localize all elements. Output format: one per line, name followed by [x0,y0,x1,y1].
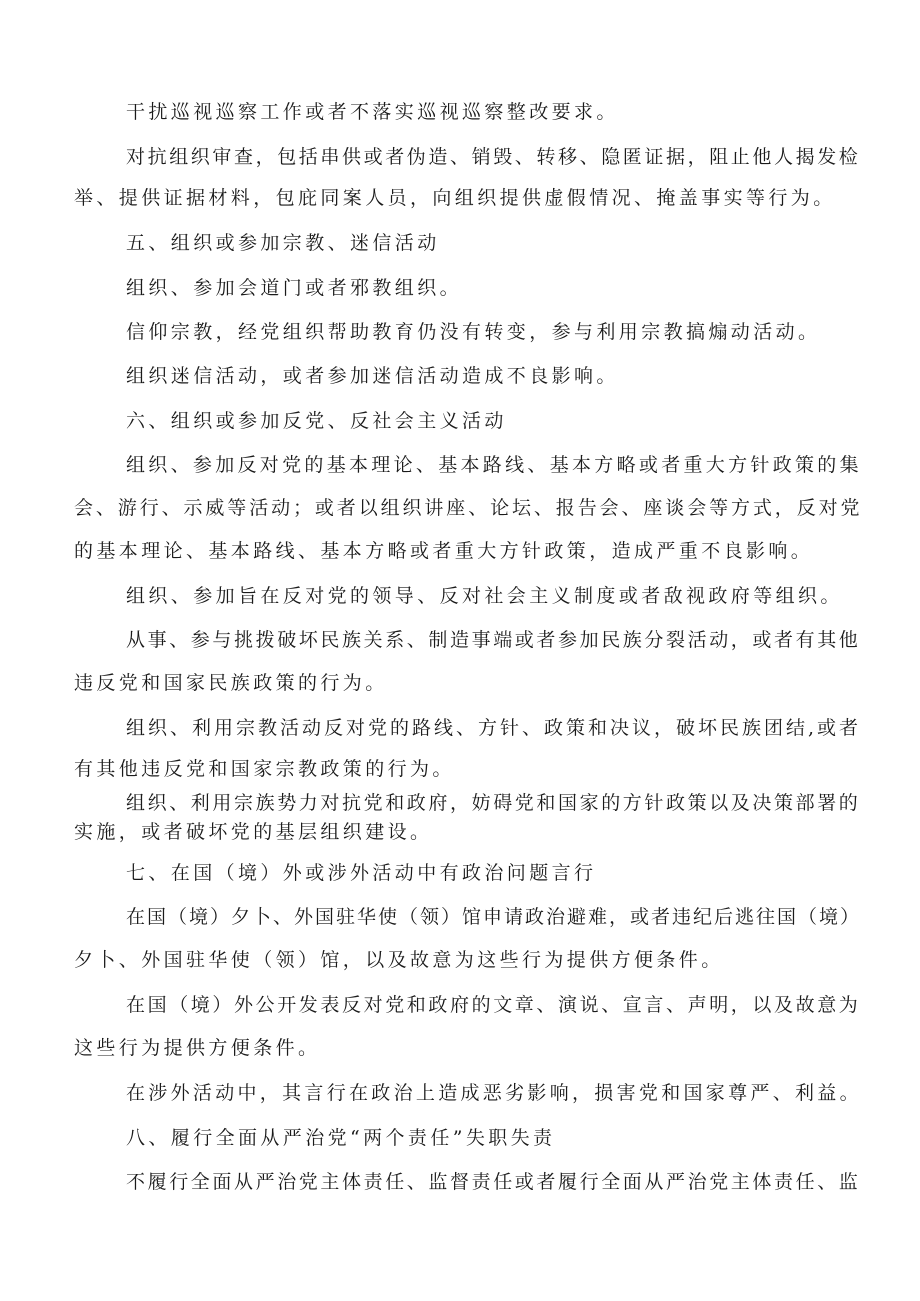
text-line: 在国（境）夕卜、外国驻华使（领）馆申请政治避难，或者违纪后逃往国（境） [126,906,862,928]
text-line: 信仰宗教，经党组织帮助教育仍没有转变，参与利用宗教搞煽动活动。 [126,321,821,343]
section-heading: 五、组织或参加宗教、迷信活动 [126,232,440,254]
section-heading: 六、组织或参加反党、反社会主义活动 [126,410,507,432]
text-line: 的基本理论、基本路线、基本方略或者重大方针政策，造成严重不良影响。 [74,540,814,562]
text-line: 实施，或者破坏党的基层组织建设。 [74,821,433,843]
text-line: 在国（境）外公开发表反对党和政府的文章、演说、宣言、声明，以及故意为 [126,994,861,1016]
text-line: 有其他违反党和国家宗教政策的行为。 [74,758,455,780]
text-line: 组织、利用宗族势力对抗党和政府，妨碍党和国家的方针政策以及决策部署的 [126,792,861,814]
text-line: 从事、参与挑拨破坏民族关系、制造事端或者参加民族分裂活动，或者有其他 [126,629,861,651]
text-line: 组织、参加会道门或者邪教组织。 [126,277,463,299]
text-line: 组织、参加旨在反对党的领导、反对社会主义制度或者敌视政府等组织。 [126,585,843,607]
text-line: 在涉外活动中，其言行在政治上造成恶劣影响，损害党和国家尊严、利益。 [126,1082,862,1104]
text-line: 干扰巡视巡察工作或者不落实巡视巡察整改要求。 [126,101,619,123]
text-line: 组织、参加反对党的基本理论、基本路线、基本方略或者重大方针政策的集 [126,454,862,476]
section-heading: 七、在国（境）外或涉外活动中有政治问题言行 [126,862,597,884]
text-line: 组织、利用宗教活动反对党的路线、方针、政策和决议，破坏民族团结,或者 [126,717,862,739]
text-line: 对抗组织审查，包括串供或者伪造、销毁、转移、隐匿证据，阻止他人揭发检 [126,146,861,168]
text-line: 违反党和国家民族政策的行为。 [74,672,388,694]
text-line: 夕卜、外国驻华使（领）馆，以及故意为这些行为提供方便条件。 [74,949,724,971]
text-line: 不履行全面从严治党主体责任、监督责任或者履行全面从严治党主体责任、监 [126,1171,861,1193]
text-line: 这些行为提供方便条件。 [74,1037,321,1059]
text-line: 会、游行、示威等活动；或者以组织讲座、论坛、报告会、座谈会等方式，反对党 [74,497,863,519]
text-line: 举、提供证据材料，包庇同案人员，向组织提供虚假情况、掩盖事实等行为。 [74,187,836,209]
section-heading: 八、履行全面从严治党“两个责任”失职失责 [126,1127,556,1149]
text-line: 组织迷信活动，或者参加迷信活动造成不良影响。 [126,365,619,387]
